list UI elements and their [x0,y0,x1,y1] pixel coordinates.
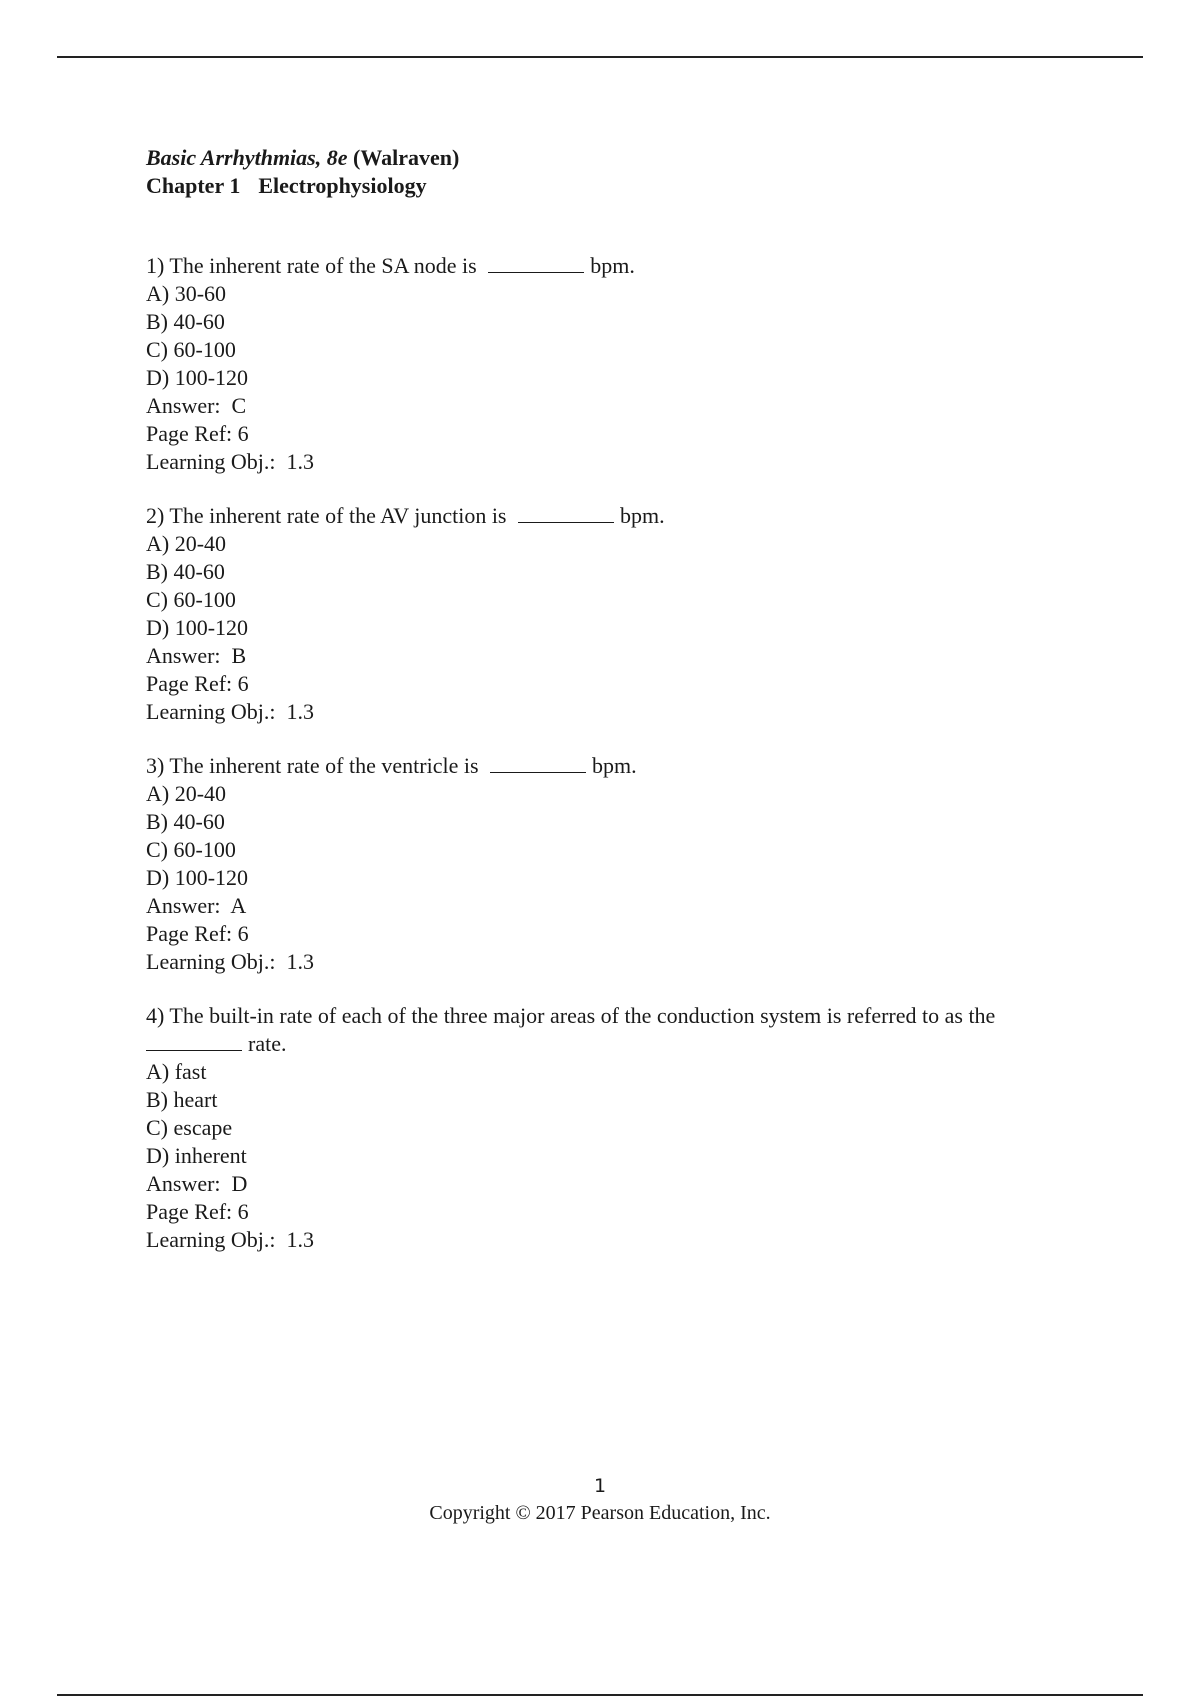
bottom-rule [57,1694,1143,1696]
option: C) 60-100 [146,837,236,862]
learning-obj: Learning Obj.: 1.3 [146,449,315,474]
option: C) 60-100 [146,337,236,362]
answer-blank [488,252,584,273]
chapter-heading [146,172,1086,200]
copyright-notice: Copyright © 2017 Pearson Education, Inc. [429,1502,771,1524]
question-stem: 4) The built-in rate of each of the three major areas of the conduction system is referred to as the rate. [146,1003,996,1056]
option: B) heart [146,1087,218,1112]
page-ref: Page Ref: 6 [146,1199,249,1224]
option: D) 100-120 [146,615,249,640]
answer-blank [146,1030,242,1051]
book-author: (Walraven) [353,145,460,170]
answer-blank [490,752,586,773]
option: D) 100-120 [146,365,249,390]
question-1 [146,252,1086,476]
option: A) 30-60 [146,281,227,306]
question-3 [146,752,1086,976]
answer: Answer: D [146,1171,248,1196]
question-stem: 3) The inherent rate of the ventricle is bpm. [146,753,637,778]
option: A) 20-40 [146,781,227,806]
option: B) 40-60 [146,309,225,334]
learning-obj: Learning Obj.: 1.3 [146,949,315,974]
learning-obj: Learning Obj.: 1.3 [146,1227,315,1252]
option: C) escape [146,1115,233,1140]
question-stem: 2) The inherent rate of the AV junction is bpm. [146,503,665,528]
option: B) 40-60 [146,559,225,584]
learning-obj: Learning Obj.: 1.3 [146,699,315,724]
answer: Answer: B [146,643,247,668]
option: C) 60-100 [146,587,236,612]
question-2 [146,502,1086,726]
chapter-label: Chapter 1 [146,173,241,198]
chapter-title: Electrophysiology [258,173,427,198]
option: D) inherent [146,1143,247,1168]
book-title: Basic Arrhythmias, 8e [146,145,348,170]
answer: Answer: C [146,393,247,418]
option: A) 20-40 [146,531,227,556]
option: B) 40-60 [146,809,225,834]
answer: Answer: A [146,893,247,918]
option: D) 100-120 [146,865,249,890]
option: A) fast [146,1059,207,1084]
question-stem: 1) The inherent rate of the SA node is bpm. [146,253,635,278]
answer-blank [518,502,614,523]
book-heading [146,144,1086,172]
page-ref: Page Ref: 6 [146,921,249,946]
top-rule [57,56,1143,58]
document-body [146,144,1086,1254]
question-4 [146,1002,1086,1254]
page-ref: Page Ref: 6 [146,421,249,446]
page-ref: Page Ref: 6 [146,671,249,696]
page-number: 1 [593,1475,607,1497]
